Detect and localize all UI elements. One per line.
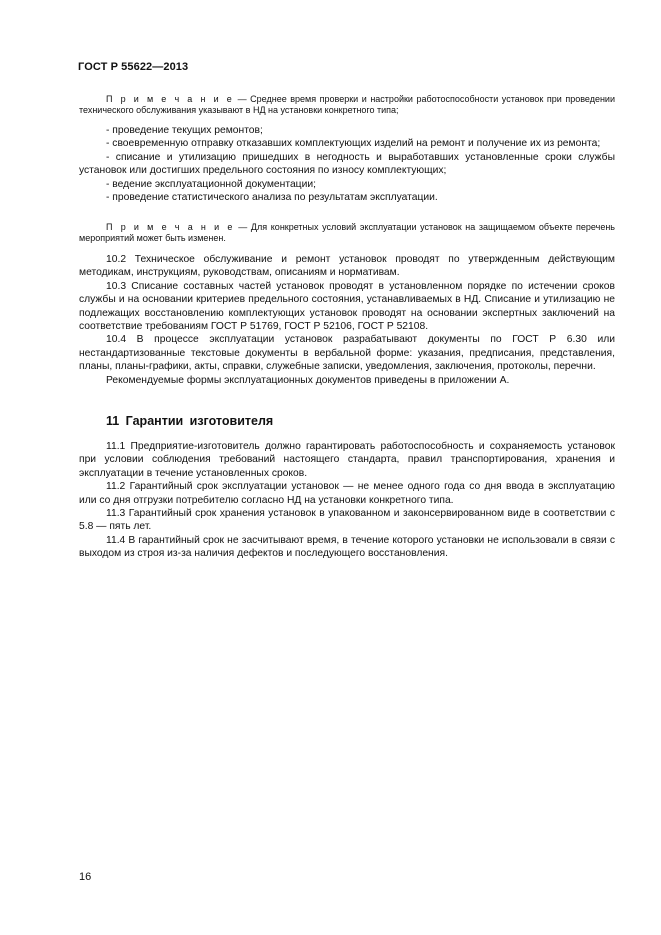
page-number: 16 bbox=[79, 871, 92, 883]
note-label: П р и м е ч а н и е bbox=[106, 222, 235, 232]
list-item: - списание и утилизацию пришедших в негодность и выработавших установленные сроки службы установок или достигших предельного состояния по износу комплектующих; bbox=[79, 151, 615, 177]
section-11-block bbox=[79, 440, 615, 561]
list-item: - проведение текущих ремонтов; bbox=[106, 125, 263, 136]
section-10-block bbox=[79, 253, 615, 387]
list-block bbox=[79, 124, 615, 204]
paragraph-11-2: 11.2 Гарантийный срок эксплуатации установок — не менее одного года со дня ввода в эксплуатацию или со дня отгрузки потребителю согласно НД на установки конкретного типа. bbox=[79, 481, 615, 506]
section-heading: 11 Гарантии изготовителя bbox=[106, 414, 274, 428]
paragraph-recommended-forms: Рекомендуемые формы эксплуатационных документов приведены в приложении А. bbox=[106, 374, 510, 386]
note-paragraph bbox=[79, 222, 615, 243]
paragraph-11-1: 11.1 Предприятие-изготовитель должно гарантировать работоспособность и сохраняемость установок при условии соблюдения требований настоящего стандарта, правил транспортирования, хранения и эксплуатации в течение установленных сроков. bbox=[79, 441, 615, 479]
paragraph-11-3: 11.3 Гарантийный срок хранения установок в упакованном и законсервированном виде в соответствии с 5.8 — пять лет. bbox=[79, 508, 615, 533]
note-block-1 bbox=[79, 94, 615, 115]
note-text: — Среднее время проверки и настройки работоспособности установок при проведении технического обслуживания указывают в НД на установки конкретного типа; bbox=[79, 94, 615, 115]
paragraph-10-3: 10.3 Списание составных частей установок проводят в установленном порядке по истечении сроков службы и на основании критериев предельного состояния, устанавливаемых в НД. Списание и утилизацию не подлежащих восстановлению комплектующих установок проводят на основании экспертных заключений на соответствие требованиям ГОСТ Р 51769, ГОСТ Р 52106, ГОСТ Р 52108. bbox=[79, 280, 615, 333]
page-header: ГОСТ Р 55622—2013 bbox=[78, 61, 189, 73]
note-paragraph bbox=[79, 94, 615, 115]
note-label: П р и м е ч а н и е bbox=[106, 94, 235, 104]
list-item: - ведение эксплуатационной документации; bbox=[106, 178, 316, 190]
paragraph-10-2: 10.2 Техническое обслуживание и ремонт установок проводят по утвержденным действующим методикам, инструкциям, руководствам, описаниям и нормативам. bbox=[79, 254, 615, 279]
note-block-2 bbox=[79, 222, 615, 243]
paragraph-10-4: 10.4 В процессе эксплуатации установок разрабатывают документы по ГОСТ Р 6.30 или нестандартизованные текстовые документы в вербальной форме: указания, предписания, представления, планы, планы-графики, акты, справки, служебные записки, уведомления, заключения, протоколы, перечни. bbox=[79, 334, 615, 373]
paragraph-11-4: 11.4 В гарантийный срок не засчитывают время, в течение которого установки не использовали в связи с выходом из строя из-за наличия дефектов и последующего восстановления. bbox=[79, 534, 615, 560]
list-item: - проведение статистического анализа по результатам эксплуатации. bbox=[106, 192, 438, 204]
note-text: — Для конкретных условий эксплуатации установок на защищаемом объекте перечень мероприятий может быть изменен. bbox=[79, 222, 615, 243]
list-item: - своевременную отправку отказавших комплектующих изделий на ремонт и получение их из ремонта; bbox=[106, 138, 601, 150]
